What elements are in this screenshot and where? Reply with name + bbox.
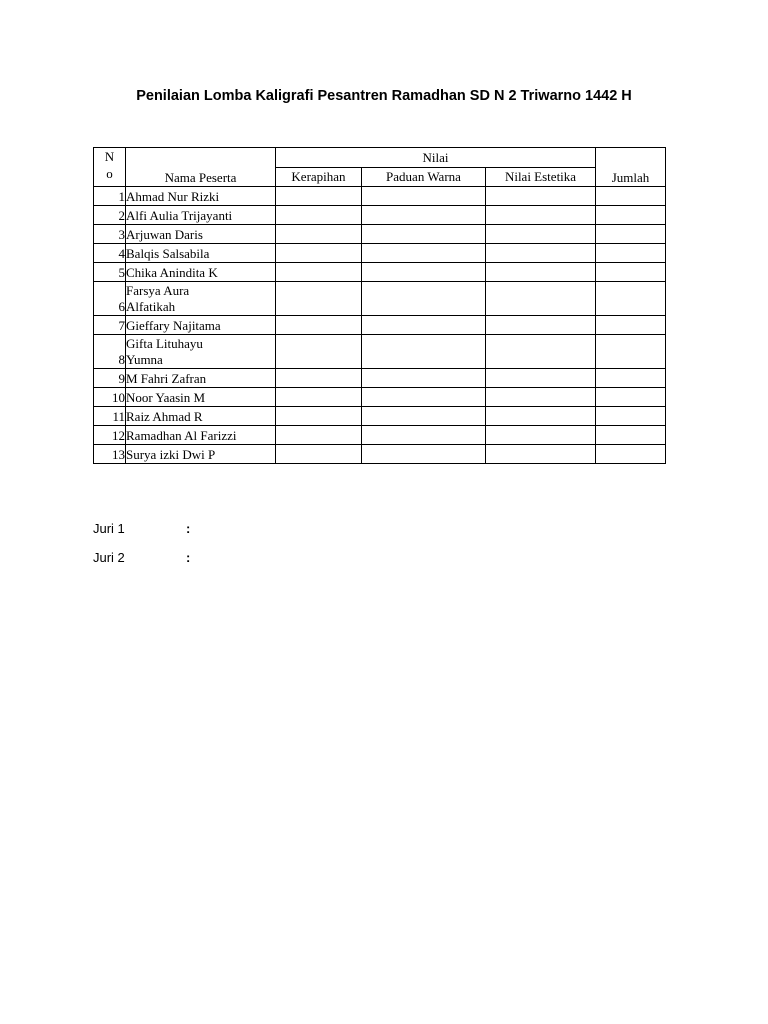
table-row: [94, 426, 666, 445]
kerapihan-cell: [276, 282, 362, 316]
nilai-estetika-cell: [486, 206, 596, 225]
participant-name-line: Alfatikah: [126, 299, 176, 314]
row-number: 6: [94, 282, 126, 316]
table-row: [94, 225, 666, 244]
row-number: 9: [94, 369, 126, 388]
jumlah-cell: [596, 369, 666, 388]
participant-name-line: Noor Yaasin M: [126, 390, 206, 405]
participant-name: [126, 316, 276, 335]
participant-name: [126, 263, 276, 282]
table-row: [94, 206, 666, 225]
kerapihan-cell: [276, 388, 362, 407]
table-row: [94, 369, 666, 388]
row-number: 3: [94, 225, 126, 244]
nilai-estetika-cell: [486, 244, 596, 263]
participant-name: [126, 426, 276, 445]
nilai-estetika-cell: [486, 316, 596, 335]
paduan-warna-cell: [362, 282, 486, 316]
nilai-estetika-cell: [486, 335, 596, 369]
paduan-warna-cell: [362, 225, 486, 244]
jumlah-cell: [596, 206, 666, 225]
header-no: [94, 148, 126, 187]
kerapihan-cell: [276, 316, 362, 335]
kerapihan-cell: [276, 407, 362, 426]
participant-name: [126, 225, 276, 244]
paduan-warna-cell: [362, 244, 486, 263]
participant-name: [126, 335, 276, 369]
jumlah-cell: [596, 445, 666, 464]
header-paduan-warna: Paduan Warna: [362, 168, 486, 187]
paduan-warna-cell: [362, 263, 486, 282]
participant-name-line: Ramadhan Al Farizzi: [126, 428, 237, 443]
paduan-warna-cell: [362, 369, 486, 388]
header-no-line2: o: [106, 166, 113, 181]
participant-name-line: Gieffary Najitama: [126, 318, 221, 333]
participant-name: [126, 445, 276, 464]
nilai-estetika-cell: [486, 388, 596, 407]
table-row: [94, 388, 666, 407]
paduan-warna-cell: [362, 388, 486, 407]
kerapihan-cell: [276, 369, 362, 388]
paduan-warna-cell: [362, 187, 486, 206]
juri-2-line: [93, 550, 190, 565]
kerapihan-cell: [276, 426, 362, 445]
participant-name-line: Raiz Ahmad R: [126, 409, 203, 424]
jumlah-cell: [596, 244, 666, 263]
nilai-estetika-cell: [486, 369, 596, 388]
participant-name: [126, 282, 276, 316]
table-row: [94, 316, 666, 335]
juri-1-line: [93, 521, 190, 536]
participant-name-line: Yumna: [126, 352, 163, 367]
kerapihan-cell: [276, 263, 362, 282]
paduan-warna-cell: [362, 335, 486, 369]
paduan-warna-cell: [362, 426, 486, 445]
header-nilai-estetika: Nilai Estetika: [486, 168, 596, 187]
nilai-estetika-cell: [486, 445, 596, 464]
table-row: [94, 244, 666, 263]
document-title: Penilaian Lomba Kaligrafi Pesantren Ramadhan SD N 2 Triwarno 1442 H: [136, 88, 632, 104]
participant-name-line: Surya izki Dwi P: [126, 447, 216, 462]
juri-1-label: Juri 1: [93, 521, 125, 536]
jumlah-cell: [596, 426, 666, 445]
jumlah-cell: [596, 187, 666, 206]
row-number: 7: [94, 316, 126, 335]
nilai-estetika-cell: [486, 282, 596, 316]
jumlah-cell: [596, 282, 666, 316]
row-number: 2: [94, 206, 126, 225]
nilai-estetika-cell: [486, 225, 596, 244]
row-number: 8: [94, 335, 126, 369]
header-nilai: Nilai: [276, 148, 596, 168]
row-number: 11: [94, 407, 126, 426]
juri-2-label: Juri 2: [93, 550, 125, 565]
jumlah-cell: [596, 335, 666, 369]
table-row: [94, 263, 666, 282]
participant-name: [126, 187, 276, 206]
nilai-estetika-cell: [486, 426, 596, 445]
row-number: 1: [94, 187, 126, 206]
participant-name-line: M Fahri Zafran: [126, 371, 207, 386]
kerapihan-cell: [276, 335, 362, 369]
header-no-line1: N: [104, 149, 115, 164]
jumlah-cell: [596, 388, 666, 407]
header-kerapihan: Kerapihan: [276, 168, 362, 187]
kerapihan-cell: [276, 187, 362, 206]
participant-name-line: Alfi Aulia Trijayanti: [126, 208, 233, 223]
score-table: [93, 147, 666, 464]
nilai-estetika-cell: [486, 263, 596, 282]
juri-1-colon: :: [186, 521, 191, 536]
kerapihan-cell: [276, 206, 362, 225]
participant-name: [126, 388, 276, 407]
header-jumlah: Jumlah: [596, 148, 666, 187]
nilai-estetika-cell: [486, 407, 596, 426]
juri-2-colon: :: [186, 550, 191, 565]
paduan-warna-cell: [362, 445, 486, 464]
jumlah-cell: [596, 263, 666, 282]
jumlah-cell: [596, 407, 666, 426]
paduan-warna-cell: [362, 407, 486, 426]
table-row: [94, 187, 666, 206]
row-number: 12: [94, 426, 126, 445]
score-table-body: [94, 187, 666, 464]
participant-name-line: Arjuwan Daris: [126, 227, 203, 242]
nilai-estetika-cell: [486, 187, 596, 206]
table-row: [94, 445, 666, 464]
row-number: 10: [94, 388, 126, 407]
participant-name-line: Farsya Aura: [126, 283, 190, 298]
table-row: [94, 335, 666, 369]
paduan-warna-cell: [362, 206, 486, 225]
participant-name-line: Chika Anindita K: [126, 265, 218, 280]
row-number: 5: [94, 263, 126, 282]
row-number: 13: [94, 445, 126, 464]
jumlah-cell: [596, 225, 666, 244]
participant-name-line: Gifta Lituhayu: [126, 336, 203, 351]
participant-name-line: Balqis Salsabila: [126, 246, 210, 261]
kerapihan-cell: [276, 225, 362, 244]
jumlah-cell: [596, 316, 666, 335]
table-row: [94, 282, 666, 316]
kerapihan-cell: [276, 244, 362, 263]
header-nama-peserta: Nama Peserta: [126, 148, 276, 187]
participant-name: [126, 407, 276, 426]
row-number: 4: [94, 244, 126, 263]
paduan-warna-cell: [362, 316, 486, 335]
participant-name-line: Ahmad Nur Rizki: [126, 189, 220, 204]
participant-name: [126, 206, 276, 225]
participant-name: [126, 244, 276, 263]
participant-name: [126, 369, 276, 388]
kerapihan-cell: [276, 445, 362, 464]
table-row: [94, 407, 666, 426]
